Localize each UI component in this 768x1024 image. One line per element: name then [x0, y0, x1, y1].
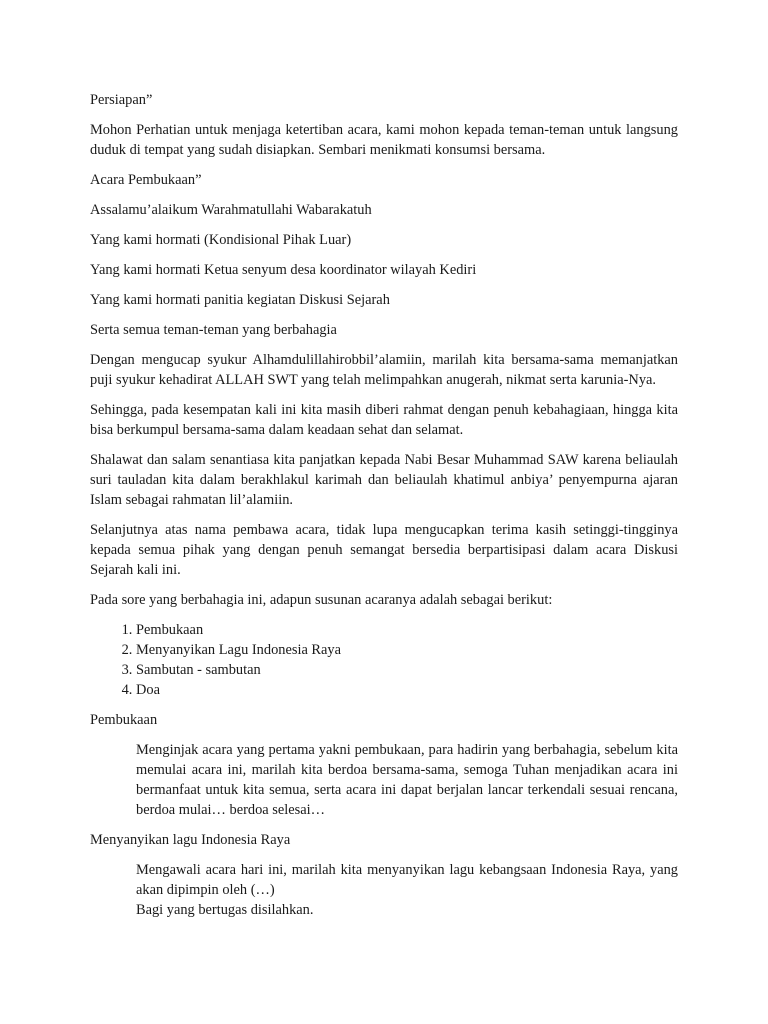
paragraph-shalawat: Shalawat dan salam senantiasa kita panjatkan kepada Nabi Besar Muhammad SAW karena beliaulah suri tauladan kita dalam berakhlakul karimah dan beliaulah khatimul anbiya’ penyempurna ajaran Islam sebagai rahmatan lil’alamiin. [90, 452, 678, 508]
agenda-item: 4. Doa [136, 680, 678, 700]
greeting-hormat-1: Yang kami hormati (Kondisional Pihak Luar) [90, 232, 352, 248]
paragraph-sehingga: Sehingga, pada kesempatan kali ini kita masih diberi rahmat dengan penuh kebahagiaan, hingga kita bisa berkumpul bersama-sama dalam keadaan sehat dan selamat. [90, 402, 678, 438]
agenda-item: 1. Pembukaan [136, 620, 678, 640]
paragraph-menginjak: Menginjak acara yang pertama yakni pembukaan, para hadirin yang berbahagia, sebelum kita memulai acara ini, marilah kita berdoa bersama-sama, semoga Tuhan menjadikan acara ini bermanfaat untuk kita semua, serta acara ini dapat berjalan lancar terkendali sesuai rencana, berdoa mulai… berdoa selesai… [136, 742, 678, 818]
greeting-salam: Assalamu’alaikum Warahmatullahi Wabarakatuh [90, 202, 372, 218]
agenda-item: 2. Menyanyikan Lagu Indonesia Raya [136, 640, 678, 660]
paragraph-mengawali: Mengawali acara hari ini, marilah kita menyanyikan lagu kebangsaan Indonesia Raya, yang akan dipimpin oleh (…) [136, 862, 678, 898]
greeting-hormat-4: Serta semua teman-teman yang berbahagia [90, 322, 337, 338]
paragraph-bertugas: Bagi yang bertugas disilahkan. [136, 902, 314, 918]
heading-acara-pembukaan: Acara Pembukaan” [90, 172, 202, 188]
agenda-item: 3. Sambutan - sambutan [136, 660, 678, 680]
paragraph-syukur: Dengan mengucap syukur Alhamdulillahirobbil’alamiin, marilah kita bersama-sama memanjatkan puji syukur kehadirat ALLAH SWT yang telah melimpahkan anugerah, nikmat serta karunia-Nya. [90, 352, 678, 388]
heading-pembukaan: Pembukaan [90, 712, 158, 728]
paragraph-selanjutnya: Selanjutnya atas nama pembawa acara, tidak lupa mengucapkan terima kasih setinggi-tingginya kepada semua pihak yang dengan penuh semangat bersedia berpartisipasi dalam acara Diskusi Sejarah kali ini. [90, 522, 678, 578]
heading-persiapan: Persiapan” [90, 92, 153, 108]
paragraph-susunan: Pada sore yang berbahagia ini, adapun susunan acaranya adalah sebagai berikut: [90, 592, 553, 608]
agenda-list [90, 620, 678, 700]
greeting-hormat-3: Yang kami hormati panitia kegiatan Diskusi Sejarah [90, 292, 390, 308]
greeting-hormat-2: Yang kami hormati Ketua senyum desa koordinator wilayah Kediri [90, 262, 477, 278]
paragraph-persiapan: Mohon Perhatian untuk menjaga ketertiban acara, kami mohon kepada teman-teman untuk langsung duduk di tempat yang sudah disiapkan. Sembari menikmati konsumsi bersama. [90, 122, 678, 158]
heading-lagu: Menyanyikan lagu Indonesia Raya [90, 832, 291, 848]
